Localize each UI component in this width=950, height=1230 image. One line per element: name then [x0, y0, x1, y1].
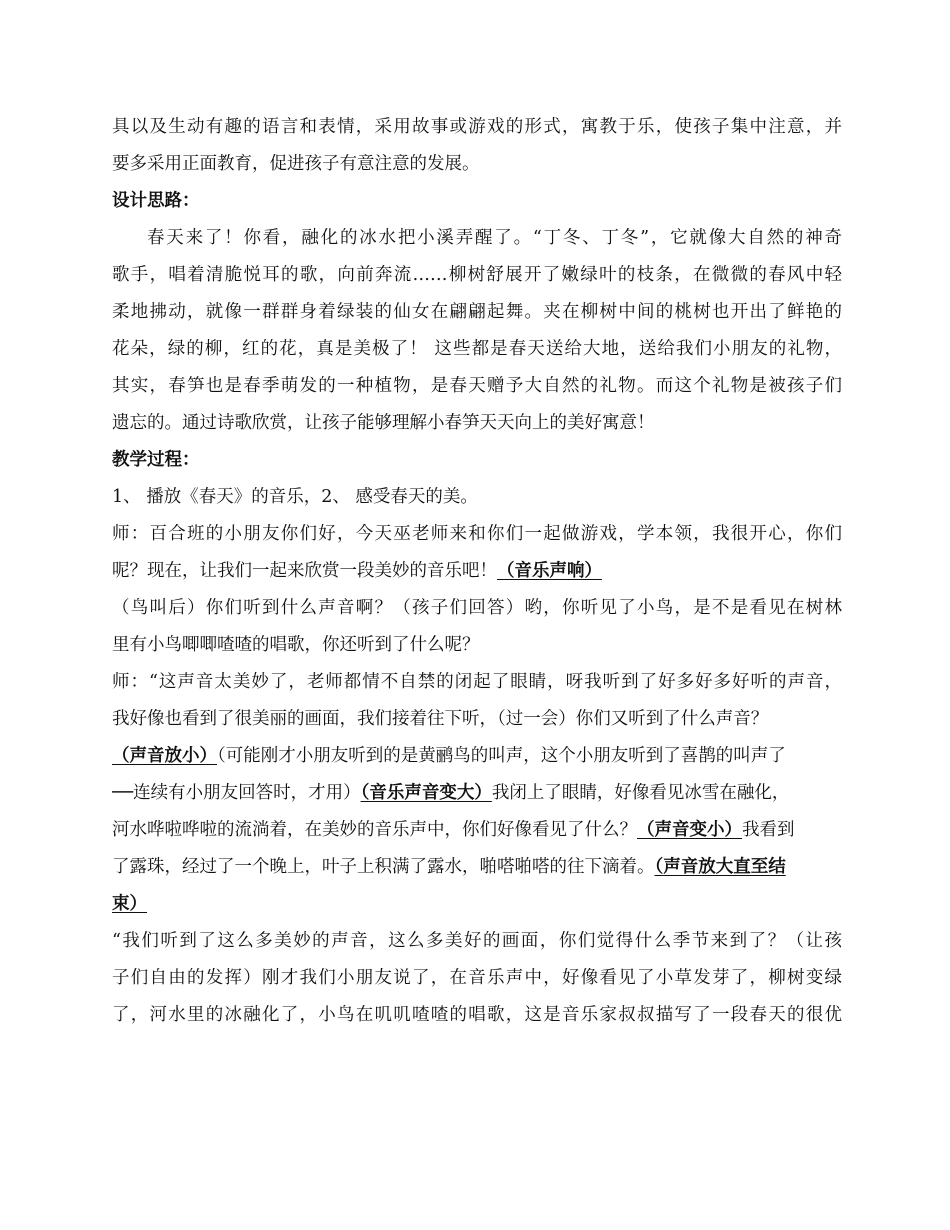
text-line: 遗忘的。通过诗歌欣赏，让孩子能够理解小春笋天天向上的美好寓意！: [112, 413, 655, 433]
step-line: 1、 播放《春天》的音乐，2、 感受春天的美。: [112, 487, 478, 507]
text-line: 师：百合班的小朋友你们好，今天巫老师来和你们一起做游戏，学本领，我很开心，你们: [112, 524, 842, 544]
text-line: 柔地拂动，就像一群群身着绿装的仙女在翩翩起舞。夹在柳树中间的桃树也开出了鲜艳的: [112, 302, 842, 322]
text-line: 子们自由的发挥）刚才我们小朋友说了，在音乐声中，好像看见了小草发芽了，柳树变绿: [112, 968, 842, 988]
text-line: 要多采用正面教育，促进孩子有意注意的发展。: [112, 154, 480, 174]
text-line: [112, 553, 842, 590]
text-line: [112, 849, 842, 886]
text-line: 歌手，唱着清脆悦耳的歌，向前奔流……柳树舒展开了嫩绿叶的枝条，在微微的春风中轻: [112, 265, 842, 285]
text-span: ──连续有小朋友回答时，才用）: [112, 783, 361, 803]
section-heading-design: 设计思路：: [112, 191, 200, 211]
stage-direction: （声音放小）: [112, 746, 217, 766]
text-span: 了露珠，经过了一个晚上，叶子上积满了露水，啪嗒啪嗒的往下滴着。: [112, 857, 655, 877]
stage-direction: （音乐声响）: [497, 561, 602, 581]
text-span: （可能刚才小朋友听到的是黄鹂鸟的叫声，这个小朋友听到了喜鹊的叫声了: [217, 746, 786, 766]
text-line: [112, 775, 842, 812]
text-line: 花朵，绿的柳，红的花，真是美极了！ 这些都是春天送给大地，送给我们小朋友的礼物，: [112, 339, 842, 359]
stage-direction: （声音放大直至结: [654, 857, 786, 877]
stage-direction: （声音变小）: [637, 820, 742, 840]
text-line: [112, 812, 842, 849]
stage-direction: 束）: [112, 894, 147, 914]
text-span: 河水哗啦哗啦的流淌着，在美妙的音乐声中，你们好像看见了什么？: [112, 820, 637, 840]
stage-direction: （音乐声音变大）: [360, 783, 492, 803]
text-line: 师：“这声音太美妙了，老师都情不自禁的闭起了眼睛，呀我听到了好多好多好听的声音，: [112, 672, 842, 692]
text-line: [112, 886, 842, 923]
text-line: 其实，春笋也是春季萌发的一种植物，是春天赠予大自然的礼物。而这个礼物是被孩子们: [112, 376, 842, 396]
text-line: 我好像也看到了很美丽的画面，我们接着往下听，（过一会）你们又听到了什么声音？: [112, 709, 769, 729]
text-line: [112, 738, 842, 775]
text-line: （鸟叫后）你们听到什么声音啊？（孩子们回答）哟，你听见了小鸟，是不是看见在树林: [112, 598, 842, 618]
text-span: 呢？现在，让我们一起来欣赏一段美妙的音乐吧！: [112, 561, 497, 581]
text-span: 我闭上了眼睛，好像看见冰雪在融化，: [491, 783, 790, 803]
text-line: 春天来了！你看，融化的冰水把小溪弄醒了。“丁冬、丁冬”，它就像大自然的神奇: [147, 228, 842, 248]
document-page: [112, 109, 842, 1034]
section-heading-process: 教学过程：: [112, 450, 200, 470]
text-line: 具以及生动有趣的语言和表情，采用故事或游戏的形式，寓教于乐，使孩子集中注意，并: [112, 117, 842, 137]
text-line: 了，河水里的冰融化了，小鸟在叽叽喳喳的唱歌，这是音乐家叔叔描写了一段春天的很优: [112, 1005, 842, 1025]
text-line: “我们听到了这么多美妙的声音，这么多美好的画面，你们觉得什么季节来到了？（让孩: [112, 931, 842, 951]
text-line: 里有小鸟唧唧喳喳的唱歌，你还听到了什么呢？: [112, 635, 480, 655]
text-span: 我看到: [742, 820, 795, 840]
